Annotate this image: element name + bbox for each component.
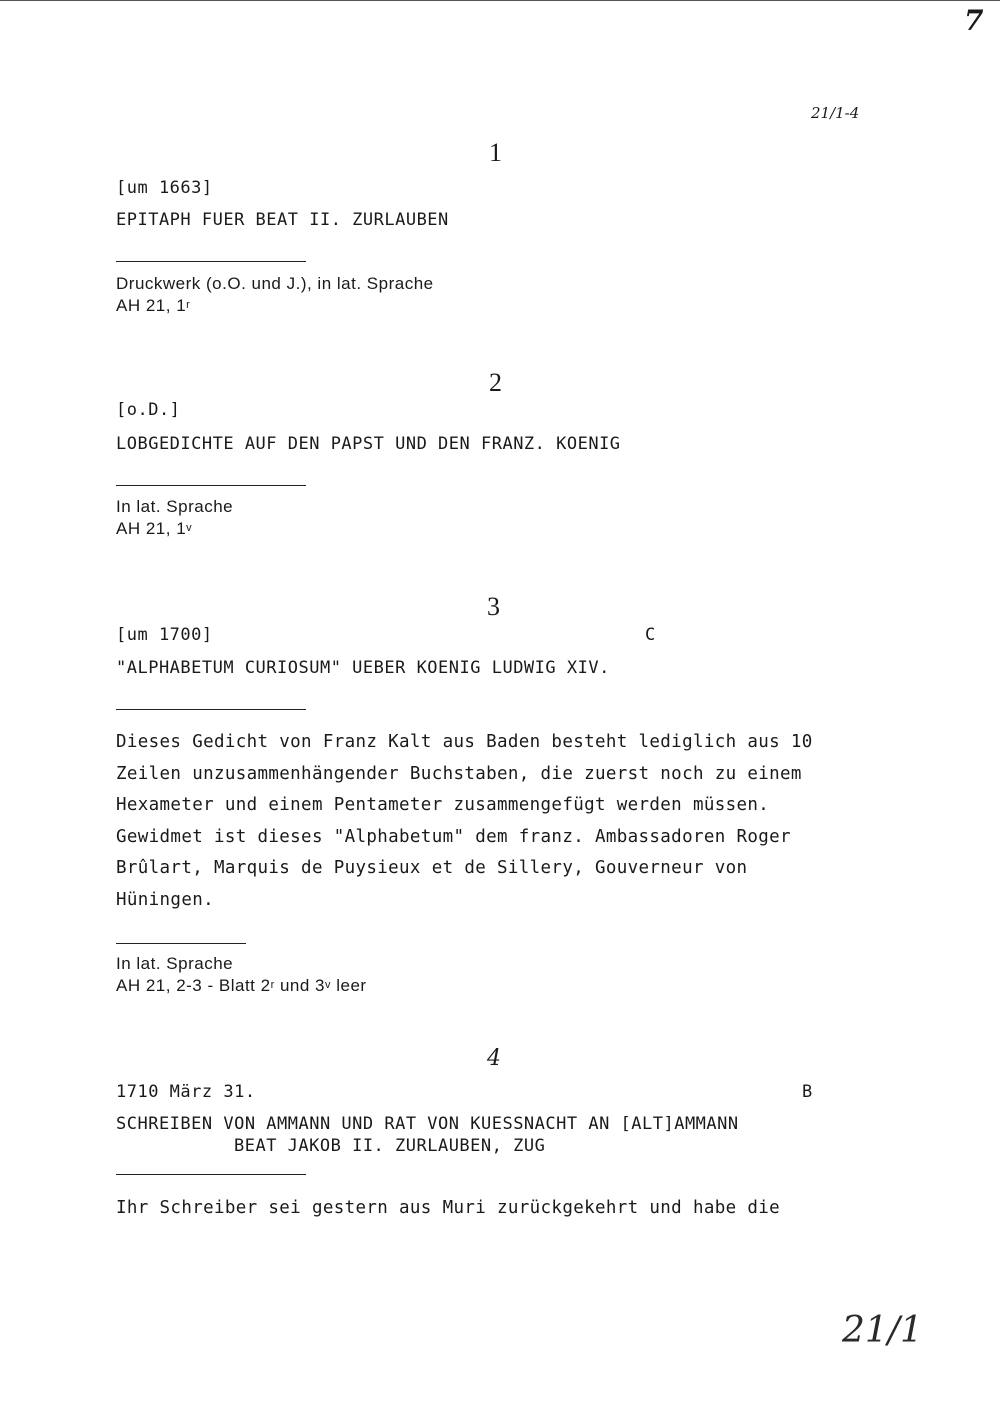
entry-1-note: Druckwerk (o.O. und J.), in lat. Sprache — [116, 274, 434, 293]
entry-1-shelfmark: AH 21, 1$^r$ — [116, 296, 191, 315]
entry-3-title: "ALPHABETUM CURIOSUM" UEBER KOENIG LUDWIG XIV. — [116, 658, 610, 678]
entry-2-shelfmark: AH 21, 1$^v$ — [116, 519, 193, 538]
entry-4-number: 4 — [487, 1046, 501, 1071]
entry-4-title-line-1: SCHREIBEN VON AMMANN UND RAT VON KUESSNACHT AN [ALT]AMMANN — [116, 1114, 739, 1134]
entry-3-number: 3 — [487, 592, 500, 621]
entry-4-separator — [116, 1174, 306, 1175]
scan-border — [0, 0, 1000, 1]
entry-2-note: In lat. Sprache — [116, 497, 234, 516]
entry-1-number: 1 — [489, 138, 502, 167]
entry-3-separator — [116, 709, 306, 710]
entry-4-date: 1710 März 31. — [116, 1082, 256, 1102]
entry-1-date: [um 1663] — [116, 178, 213, 198]
entry-1-title: EPITAPH FUER BEAT II. ZURLAUBEN — [116, 210, 449, 230]
entry-2-date: [o.D.] — [116, 400, 181, 420]
entry-4-grade: B — [802, 1082, 813, 1102]
corner-mark: 7 — [964, 4, 984, 37]
entry-4-description: Ihr Schreiber sei gestern aus Muri zurückgekehrt und habe die — [116, 1198, 781, 1218]
entry-1-separator — [116, 261, 306, 262]
entry-3-grade: C — [645, 625, 656, 645]
handwritten-folio-number: 21/1 — [842, 1310, 923, 1351]
entry-3-shelfmark: AH 21, 2-3 - Blatt 2$^r$ und 3$^v$ leer — [116, 976, 367, 995]
entry-3-note: In lat. Sprache — [116, 954, 234, 973]
entry-3-separator-2 — [116, 943, 246, 944]
entry-3-date: [um 1700] — [116, 625, 213, 645]
entry-4-title-line-2: BEAT JAKOB II. ZURLAUBEN, ZUG — [234, 1136, 546, 1156]
reference-number: 21/1-4 — [811, 104, 860, 122]
entry-2-number: 2 — [489, 368, 502, 397]
entry-2-separator — [116, 485, 306, 486]
entry-2-title: LOBGEDICHTE AUF DEN PAPST UND DEN FRANZ. KOENIG — [116, 434, 621, 454]
entry-3-description: Dieses Gedicht von Franz Kalt aus Baden besteht lediglich aus 10 Zeilen unzusammenhängender Buchstaben, die zuerst noch zu einem Hexameter und einem Pentameter zusammengefügt werden müssen. Gewidmet ist dieses "Alphabetum" dem franz. Ambassadoren Roger Brûlart, Marquis de Puysieux et de Sillery, Gouverneur von Hüningen. — [116, 732, 813, 910]
